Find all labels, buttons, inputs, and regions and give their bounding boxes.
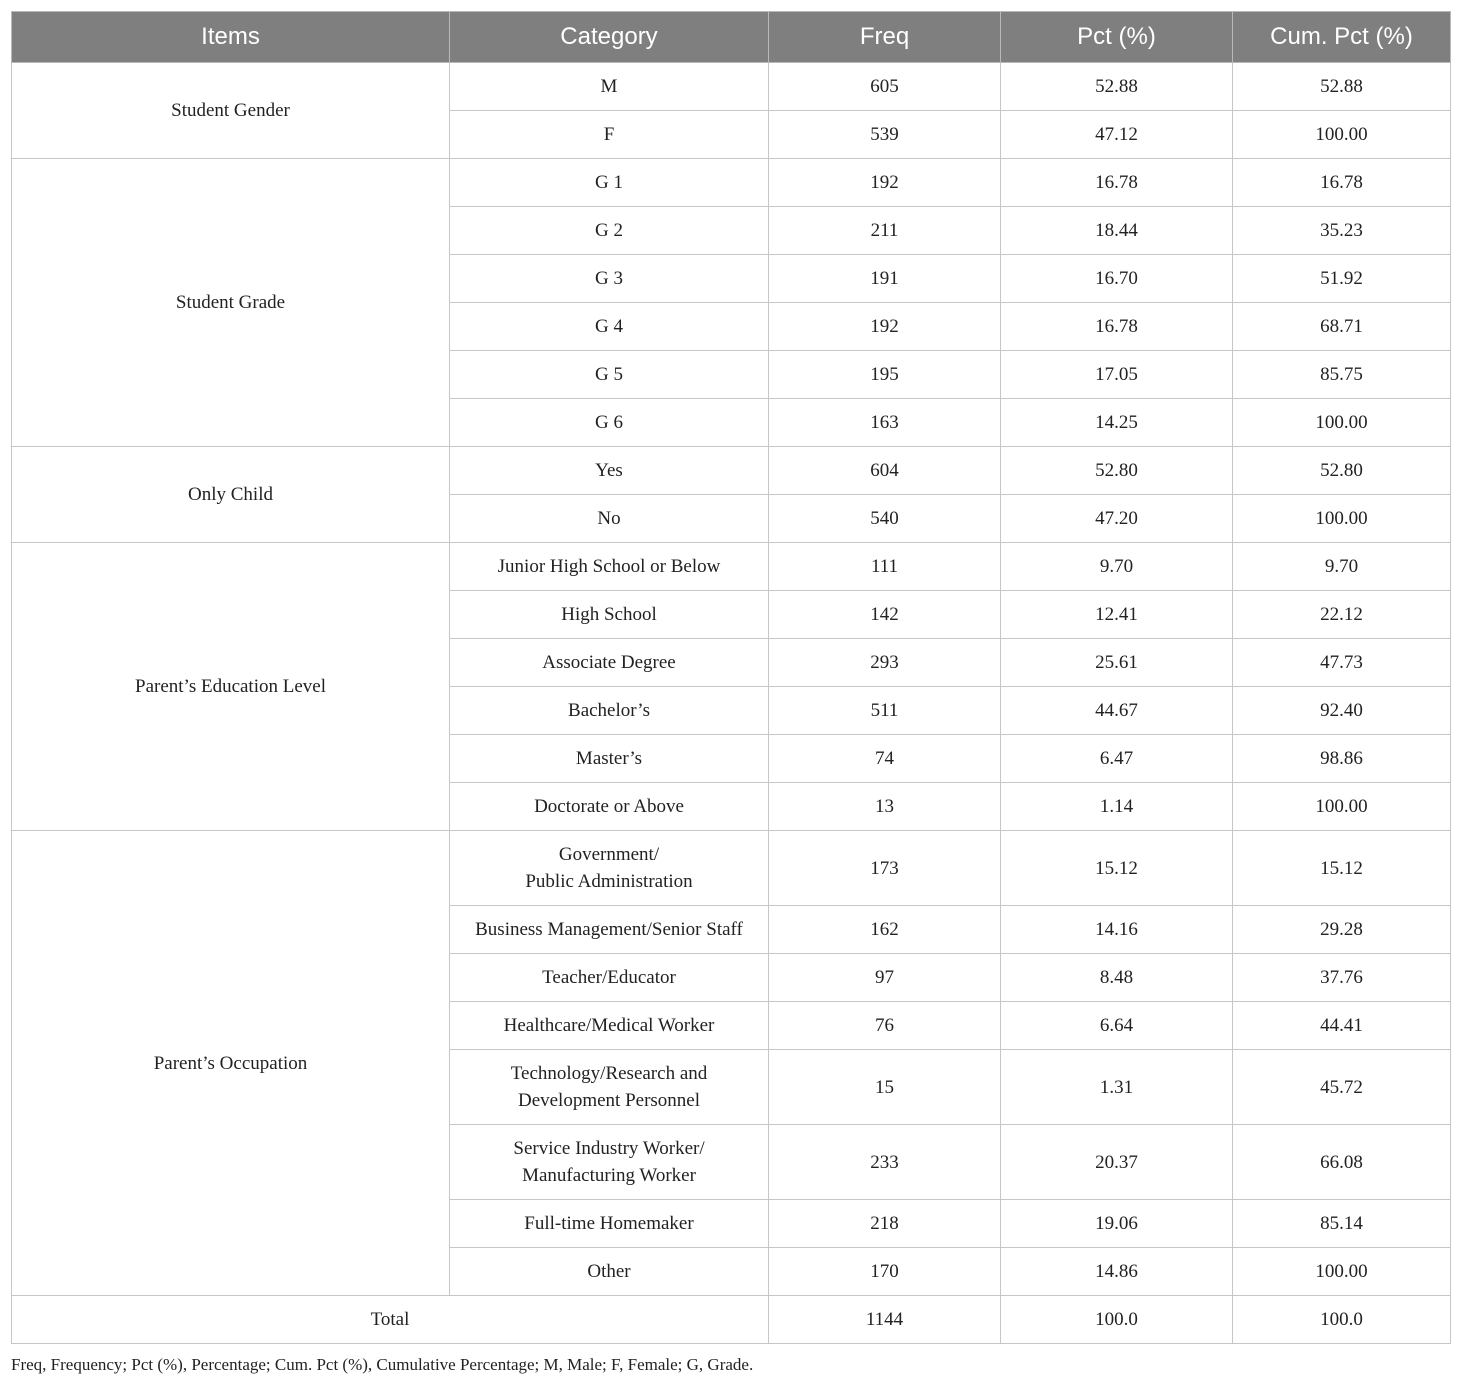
freq-cell: 111 (769, 543, 1001, 591)
cum-pct-cell: 100.00 (1233, 1248, 1451, 1296)
category-cell: No (450, 495, 769, 543)
cum-pct-cell: 98.86 (1233, 735, 1451, 783)
cum-pct-cell: 35.23 (1233, 207, 1451, 255)
category-cell: Associate Degree (450, 639, 769, 687)
category-cell: Healthcare/Medical Worker (450, 1002, 769, 1050)
category-cell: Doctorate or Above (450, 783, 769, 831)
freq-cell: 97 (769, 954, 1001, 1002)
category-cell: G 5 (450, 351, 769, 399)
pct-cell: 9.70 (1001, 543, 1233, 591)
cum-pct-cell: 44.41 (1233, 1002, 1451, 1050)
pct-cell: 44.67 (1001, 687, 1233, 735)
category-cell (450, 831, 769, 906)
pct-cell: 16.78 (1001, 159, 1233, 207)
cum-pct-cell: 22.12 (1233, 591, 1451, 639)
cum-pct-cell: 52.80 (1233, 447, 1451, 495)
pct-cell: 8.48 (1001, 954, 1233, 1002)
total-freq: 1144 (769, 1296, 1001, 1344)
freq-cell: 142 (769, 591, 1001, 639)
table-row (12, 63, 1451, 111)
header-cum-pct: Cum. Pct (%) (1233, 12, 1451, 63)
pct-cell: 12.41 (1001, 591, 1233, 639)
freq-cell: 76 (769, 1002, 1001, 1050)
category-line: Service Industry Worker/ (513, 1138, 705, 1159)
cum-pct-cell: 51.92 (1233, 255, 1451, 303)
category-cell (450, 1125, 769, 1200)
pct-cell: 18.44 (1001, 207, 1233, 255)
cum-pct-cell: 52.88 (1233, 63, 1451, 111)
freq-cell: 211 (769, 207, 1001, 255)
cum-pct-cell: 85.14 (1233, 1200, 1451, 1248)
category-line: Government/ (558, 844, 660, 865)
table-body (12, 63, 1451, 1344)
freq-cell: 173 (769, 831, 1001, 906)
item-cell: Student Gender (12, 63, 450, 159)
category-cell: G 2 (450, 207, 769, 255)
pct-cell: 14.86 (1001, 1248, 1233, 1296)
table-row (12, 543, 1451, 591)
pct-cell: 15.12 (1001, 831, 1233, 906)
category-cell: G 6 (450, 399, 769, 447)
header-category: Category (450, 12, 769, 63)
category-cell: Junior High School or Below (450, 543, 769, 591)
cum-pct-cell: 45.72 (1233, 1050, 1451, 1125)
header-items: Items (12, 12, 450, 63)
freq-cell: 162 (769, 906, 1001, 954)
freq-cell: 605 (769, 63, 1001, 111)
total-cum-pct: 100.0 (1233, 1296, 1451, 1344)
pct-cell: 1.14 (1001, 783, 1233, 831)
cum-pct-cell: 66.08 (1233, 1125, 1451, 1200)
category-cell: Bachelor’s (450, 687, 769, 735)
table-header (12, 12, 1451, 63)
total-label: Total (12, 1296, 769, 1344)
category-cell: M (450, 63, 769, 111)
total-row (12, 1296, 1451, 1344)
cum-pct-cell: 100.00 (1233, 495, 1451, 543)
cum-pct-cell: 29.28 (1233, 906, 1451, 954)
category-line: Public Administration (525, 871, 693, 892)
category-line: Technology/Research and (510, 1063, 708, 1084)
freq-cell: 195 (769, 351, 1001, 399)
pct-cell: 52.80 (1001, 447, 1233, 495)
category-cell (450, 1050, 769, 1125)
cum-pct-cell: 92.40 (1233, 687, 1451, 735)
header-freq: Freq (769, 12, 1001, 63)
total-pct: 100.0 (1001, 1296, 1233, 1344)
cum-pct-cell: 47.73 (1233, 639, 1451, 687)
category-cell: F (450, 111, 769, 159)
item-cell: Student Grade (12, 159, 450, 447)
pct-cell: 16.70 (1001, 255, 1233, 303)
pct-cell: 1.31 (1001, 1050, 1233, 1125)
cum-pct-cell: 9.70 (1233, 543, 1451, 591)
category-line: Development Personnel (517, 1090, 701, 1111)
freq-cell: 604 (769, 447, 1001, 495)
table-container (11, 11, 1450, 1344)
category-cell: Teacher/Educator (450, 954, 769, 1002)
header-row (12, 12, 1451, 63)
category-cell: High School (450, 591, 769, 639)
pct-cell: 6.64 (1001, 1002, 1233, 1050)
item-cell: Parent’s Occupation (12, 831, 450, 1296)
freq-cell: 511 (769, 687, 1001, 735)
cum-pct-cell: 16.78 (1233, 159, 1451, 207)
pct-cell: 14.25 (1001, 399, 1233, 447)
pct-cell: 16.78 (1001, 303, 1233, 351)
freq-cell: 192 (769, 303, 1001, 351)
category-cell: Business Management/Senior Staff (450, 906, 769, 954)
cum-pct-cell: 68.71 (1233, 303, 1451, 351)
cum-pct-cell: 15.12 (1233, 831, 1451, 906)
freq-cell: 13 (769, 783, 1001, 831)
pct-cell: 52.88 (1001, 63, 1233, 111)
pct-cell: 47.12 (1001, 111, 1233, 159)
pct-cell: 17.05 (1001, 351, 1233, 399)
category-cell: G 1 (450, 159, 769, 207)
item-cell: Parent’s Education Level (12, 543, 450, 831)
pct-cell: 20.37 (1001, 1125, 1233, 1200)
table-row (12, 159, 1451, 207)
category-cell: G 3 (450, 255, 769, 303)
freq-cell: 293 (769, 639, 1001, 687)
cum-pct-cell: 37.76 (1233, 954, 1451, 1002)
category-cell: Other (450, 1248, 769, 1296)
cum-pct-cell: 100.00 (1233, 783, 1451, 831)
pct-cell: 19.06 (1001, 1200, 1233, 1248)
freq-cell: 163 (769, 399, 1001, 447)
pct-cell: 47.20 (1001, 495, 1233, 543)
freq-cell: 74 (769, 735, 1001, 783)
pct-cell: 14.16 (1001, 906, 1233, 954)
freq-cell: 540 (769, 495, 1001, 543)
category-line: Manufacturing Worker (522, 1165, 696, 1186)
pct-cell: 25.61 (1001, 639, 1233, 687)
cum-pct-cell: 100.00 (1233, 399, 1451, 447)
demographics-table (11, 11, 1451, 1344)
category-cell: Master’s (450, 735, 769, 783)
freq-cell: 192 (769, 159, 1001, 207)
cum-pct-cell: 100.00 (1233, 111, 1451, 159)
table-row (12, 447, 1451, 495)
table-footnote: Freq, Frequency; Pct (%), Percentage; Cum. Pct (%), Cumulative Percentage; M, Male; F, Female; G, Grade. (11, 1355, 754, 1374)
table-row (12, 831, 1451, 906)
category-cell: G 4 (450, 303, 769, 351)
item-cell: Only Child (12, 447, 450, 543)
category-cell: Full-time Homemaker (450, 1200, 769, 1248)
freq-cell: 233 (769, 1125, 1001, 1200)
pct-cell: 6.47 (1001, 735, 1233, 783)
cum-pct-cell: 85.75 (1233, 351, 1451, 399)
freq-cell: 539 (769, 111, 1001, 159)
freq-cell: 170 (769, 1248, 1001, 1296)
freq-cell: 15 (769, 1050, 1001, 1125)
freq-cell: 218 (769, 1200, 1001, 1248)
header-pct: Pct (%) (1001, 12, 1233, 63)
freq-cell: 191 (769, 255, 1001, 303)
category-cell: Yes (450, 447, 769, 495)
